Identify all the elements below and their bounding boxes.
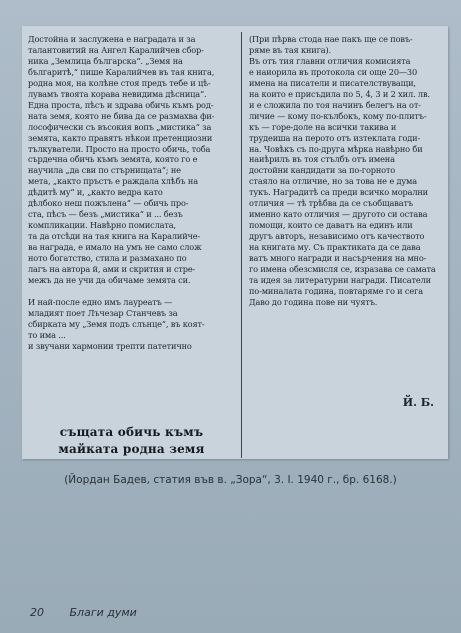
left-column-line: научила „да сви по стърнищата“; не (28, 165, 181, 176)
article-signature: Й. Б. (402, 396, 434, 409)
left-column-line: дѣдитѣ му“ и, „както ведра като (28, 187, 163, 198)
left-column-line: ва награда, е имало на умъ не само слож (28, 242, 202, 253)
right-column-line: личие — кому по-кълбокъ, кому по-плитъ- (249, 110, 427, 121)
left-column-line: ното богатство, стила и размахано по (28, 253, 187, 264)
right-column-line: на които е присъдила по 5, 4, 3 и 2 хил. лв. (249, 88, 430, 99)
right-column-line: именно като отличия — другото си остава (249, 209, 428, 220)
page-footer (30, 606, 137, 619)
page-number: 20 (30, 606, 44, 619)
right-column-line: на книгата му. Съ практиката да се дава (249, 242, 421, 253)
left-column-line: ника „Землица българска“. „Земя на (28, 55, 183, 66)
left-column-line (28, 286, 235, 297)
left-column-line: тълкуватели. Просто на просто обичь, тоба (28, 143, 211, 154)
left-column-line: талантовитий на Ангел Каралийчев сбор- (28, 44, 204, 55)
right-column-line: имена на писатели и писателствуващи, (249, 77, 416, 88)
left-column-line: межъ да не учи да обичаме земята си. (28, 274, 191, 285)
right-column-line: къ — горе-доле на всички такива и (249, 121, 397, 132)
left-column-line: земята, както правятъ нѣкои претенциозни (28, 132, 213, 143)
left-column-line: младият поет Лъчезар Станчевъ за (28, 307, 178, 318)
right-column-line: трудеиша на перото отъ изтеклата годи- (249, 132, 421, 143)
right-column-line: тукъ. Наградитѣ са преди всичко морални (249, 187, 428, 198)
left-column-line: та да отсѣди на тая книга на Каралийче- (28, 231, 201, 242)
right-column-line: достойни кандидати за по-горното (249, 165, 396, 176)
right-column (249, 34, 443, 308)
right-column-line: та идея за литературни награди. Писатели (249, 274, 431, 285)
right-column-line: помощи, които се даватъ на единъ или (249, 220, 413, 231)
clipping-caption: (Йордан Бадев, статия във в. „Зора“, 3. I. 1940 г., бр. 6168.) (64, 474, 397, 486)
left-column (28, 34, 235, 352)
right-column-line: стаяло на отличие, но за това не е дума (249, 176, 417, 187)
right-column-line: и е сложила по тоя начинъ белегъ на от- (249, 99, 421, 110)
right-column-line: (При пѣрва стода нае пакъ ще се повъ- (249, 34, 413, 44)
left-column-line: ната земя, която не бива да се размахва фи- (28, 110, 215, 121)
right-column-line: другъ авторъ, независимо отъ качеството (249, 231, 425, 242)
left-column-line: компликации. Навѣрно помислата, (28, 220, 176, 231)
right-column-line: ряме въ тая книга). (249, 44, 331, 55)
left-column-line: Една проста, пѣсъ и здрава обичь къмъ род- (28, 99, 214, 110)
right-column-line: е наиорила въ протокола си още 20—30 (249, 66, 418, 77)
right-column-line: го имена обезсмисля се, изразава се самата (249, 264, 436, 275)
left-column-line: родна моя, на колѣне стоя предъ тебе и цѣ- (28, 77, 211, 88)
book-title: Благи думи (69, 606, 137, 619)
right-column-line: ватъ много награди и насърчения на мно- (249, 253, 427, 264)
left-column-line: то има ... (28, 329, 66, 340)
left-column-line: и звучани хармонии трепти патетично (28, 340, 192, 351)
right-column-line: на. Човѣкъ съ по-друга мѣрка навѣрно би (249, 143, 423, 154)
right-column-line: отличия — тѣ трѣбва да се съобщаватъ (249, 198, 413, 209)
right-column-line: наиѣрилъ въ тоя стълбъ отъ имена (249, 154, 395, 165)
left-column-line: лософически съ въсокия вопъ „мистика“ за (28, 121, 212, 132)
newspaper-clipping (22, 26, 448, 459)
left-column-line: българитѣ,“ пише Каралийчев въ тая книга, (28, 66, 215, 77)
right-column-line: по-миналата година, повтаряме го и сега (249, 285, 423, 296)
column-divider (241, 32, 242, 458)
left-column-heading: същата обичь къмъ майката родна земя (58, 425, 205, 456)
left-column-line: Достойна и заслужена е наградата и за (28, 34, 196, 44)
right-column-line: Даво до година пове ни чуятъ. (249, 296, 378, 307)
left-column-line: ста, пѣсъ — безъ „мистика“ и ... безъ (28, 209, 183, 220)
left-column-line: мета, „както пръстъ е раждала хлѣбъ на (28, 176, 198, 187)
left-column-line: лагъ на автора й, ами и скрития и стре- (28, 264, 196, 275)
left-column-line: И най-после едно имъ лауреатъ — (28, 296, 173, 307)
right-column-line: Въ отъ тия главни отличия комисията (249, 55, 411, 66)
left-column-line: сърдечна обичь къмъ земята, която го е (28, 154, 198, 165)
left-column-line: дѣлбоко неш пожълена“ — обичь про- (28, 198, 189, 209)
left-column-line: лувамъ твоята корава невидима дѣсница“. (28, 88, 207, 99)
left-column-line: сбирката му „Земя подъ слънце“, въ коят- (28, 318, 205, 329)
